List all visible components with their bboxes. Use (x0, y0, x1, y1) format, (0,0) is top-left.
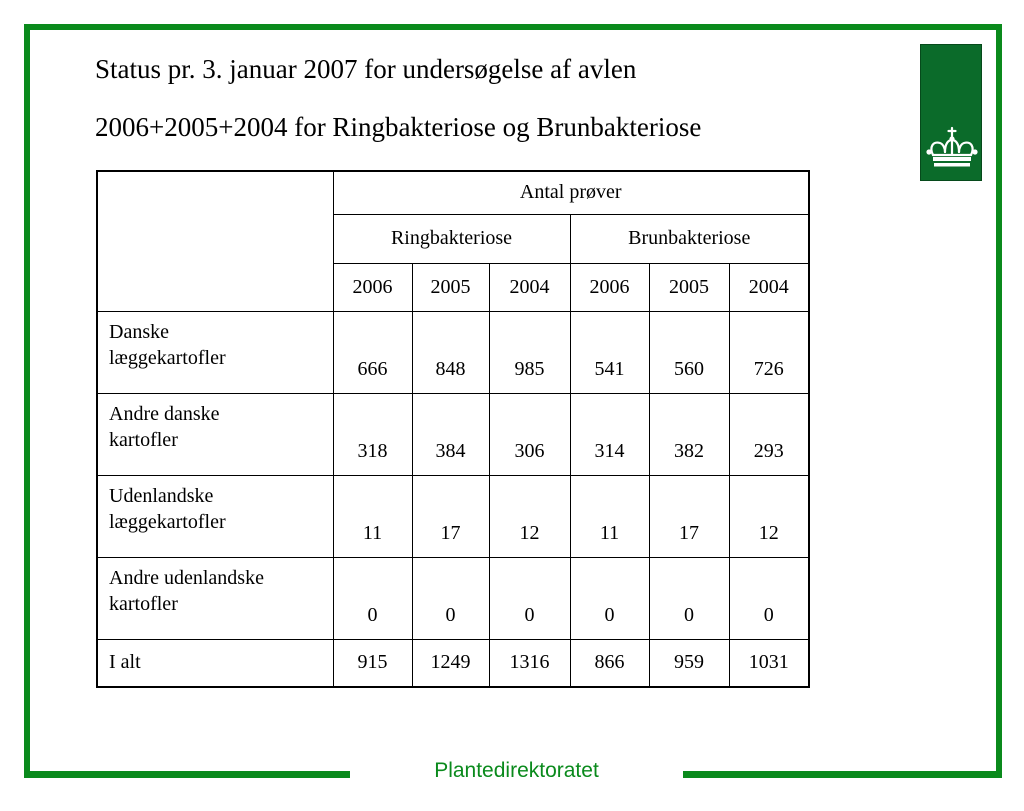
table-cell: 11 (333, 475, 412, 557)
row-label-line-2: kartofler (109, 592, 178, 615)
table-cell: 726 (729, 311, 809, 393)
row-label-line-1: Andre udenlandske (109, 566, 264, 589)
total-cell: 866 (570, 639, 649, 687)
table-header-row-group (97, 171, 809, 214)
table-cell: 0 (333, 557, 412, 639)
year-header: 2005 (412, 263, 489, 311)
row-label-line-1: Danske (109, 320, 169, 343)
page-title-line-1: Status pr. 3. januar 2007 for undersøgelse af avlen (95, 54, 637, 84)
row-label (97, 311, 333, 393)
row-label-line-1: Andre danske (109, 402, 220, 425)
row-label-line-2: læggekartofler (109, 346, 226, 369)
table-cell: 384 (412, 393, 489, 475)
table-corner-cell (97, 171, 333, 311)
table-cell: 985 (489, 311, 570, 393)
table-cell: 314 (570, 393, 649, 475)
total-cell: 1031 (729, 639, 809, 687)
year-header: 2006 (570, 263, 649, 311)
total-cell: 959 (649, 639, 729, 687)
frame-bottom-right (683, 771, 1002, 778)
total-cell: 1316 (489, 639, 570, 687)
disease-header-brun: Brunbakteriose (570, 214, 809, 263)
frame-bottom-left (24, 771, 350, 778)
year-header: 2004 (729, 263, 809, 311)
year-header: 2005 (649, 263, 729, 311)
frame-left (24, 24, 30, 778)
table-cell: 848 (412, 311, 489, 393)
row-label-line-2: kartofler (109, 428, 178, 451)
table-cell: 382 (649, 393, 729, 475)
frame-right (996, 24, 1002, 778)
total-cell: 1249 (412, 639, 489, 687)
row-label (97, 393, 333, 475)
table-cell: 12 (489, 475, 570, 557)
table-cell: 11 (570, 475, 649, 557)
table-cell: 0 (649, 557, 729, 639)
logo (920, 44, 982, 181)
table-row (97, 311, 809, 393)
total-label: I alt (97, 639, 333, 687)
table-cell: 666 (333, 311, 412, 393)
disease-header-ring: Ringbakteriose (333, 214, 570, 263)
table-row (97, 557, 809, 639)
table-cell: 17 (649, 475, 729, 557)
row-label (97, 557, 333, 639)
table-cell: 0 (489, 557, 570, 639)
table-row (97, 475, 809, 557)
row-label-line-1: Udenlandske (109, 484, 214, 507)
year-header: 2006 (333, 263, 412, 311)
frame-top (24, 24, 1002, 30)
table-total-row (97, 639, 809, 687)
table-cell: 0 (412, 557, 489, 639)
table-row (97, 393, 809, 475)
table-cell: 560 (649, 311, 729, 393)
table-cell: 0 (570, 557, 649, 639)
table-cell: 318 (333, 393, 412, 475)
results-table (96, 170, 810, 688)
table-cell: 306 (489, 393, 570, 475)
total-cell: 915 (333, 639, 412, 687)
row-label-line-2: læggekartofler (109, 510, 226, 533)
group-header: Antal prøver (333, 171, 809, 214)
page-title-line-2: 2006+2005+2004 for Ringbakteriose og Brunbakteriose (95, 112, 702, 142)
footer-label: Plantedirektoratet (434, 759, 599, 782)
crown-icon (921, 125, 983, 173)
table-cell: 293 (729, 393, 809, 475)
row-label (97, 475, 333, 557)
year-header: 2004 (489, 263, 570, 311)
table-cell: 0 (729, 557, 809, 639)
table-cell: 17 (412, 475, 489, 557)
table-cell: 12 (729, 475, 809, 557)
table-cell: 541 (570, 311, 649, 393)
